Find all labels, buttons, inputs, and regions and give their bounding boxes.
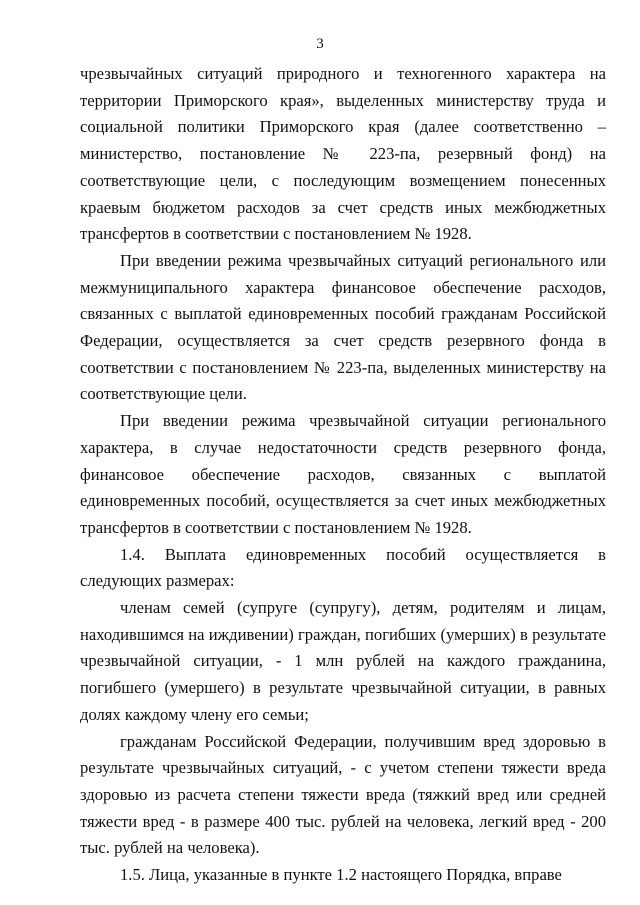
page-number: 3 <box>316 36 324 52</box>
paragraph-family-payment: членам семей (супруге (супругу), детям, родителям и лицам, находившимся на иждивении) граждан, погибших (умерших) в результате чрезвычайной ситуации, - 1 млн рублей на каждого гражданина, погибшего (умершего) в результате чрезвычайной ситуации, в равных долях каждому члену его семьи; <box>80 598 606 724</box>
paragraph-continuation: чрезвычайных ситуаций природного и техногенного характера на территории Приморского края», выделенных министерству труда и социальной политики Приморского края (далее соответственно – министерство, постановление № 223-па, резервный фонд) на соответствующие цели, с последующим возмещением понесенных краевым бюджетом расходов за счет средств иных межбюджетных трансфертов в соответствии с постановлением № 1928. <box>80 64 606 244</box>
paragraph-1-4: 1.4. Выплата единовременных пособий осуществляется в следующих размерах: <box>80 544 606 591</box>
paragraph-funding-regional: При введении режима чрезвычайных ситуаций регионального или межмуниципального характера финансовое обеспечение расходов, связанных с выплатой единовременных пособий гражданам Российской Федерации, осуществляется за счет средств резервного фонда в соответствии с постановлением № 223-па, выделенных министерству на соответствующие цели. <box>80 250 606 404</box>
paragraph-1-5: 1.5. Лица, указанные в пункте 1.2 настоящего Порядка, вправе <box>120 865 562 885</box>
document-body <box>80 61 606 889</box>
paragraph-health-payment: гражданам Российской Федерации, получившим вред здоровью в результате чрезвычайных ситуаций, - с учетом степени тяжести вреда здоровью из расчета степени тяжести вреда (тяжкий вред или средней тяжести вред - в размере 400 тыс. рублей на человека, легкий вред - 200 тыс. рублей на человека). <box>80 731 606 858</box>
paragraph-funding-shortfall: При введении режима чрезвычайной ситуации регионального характера, в случае недостаточности средств резервного фонда, финансовое обеспечение расходов, связанных с выплатой единовременных пособий, осуществляется за счет иных межбюджетных трансфертов в соответствии с постановлением № 1928. <box>80 411 606 537</box>
